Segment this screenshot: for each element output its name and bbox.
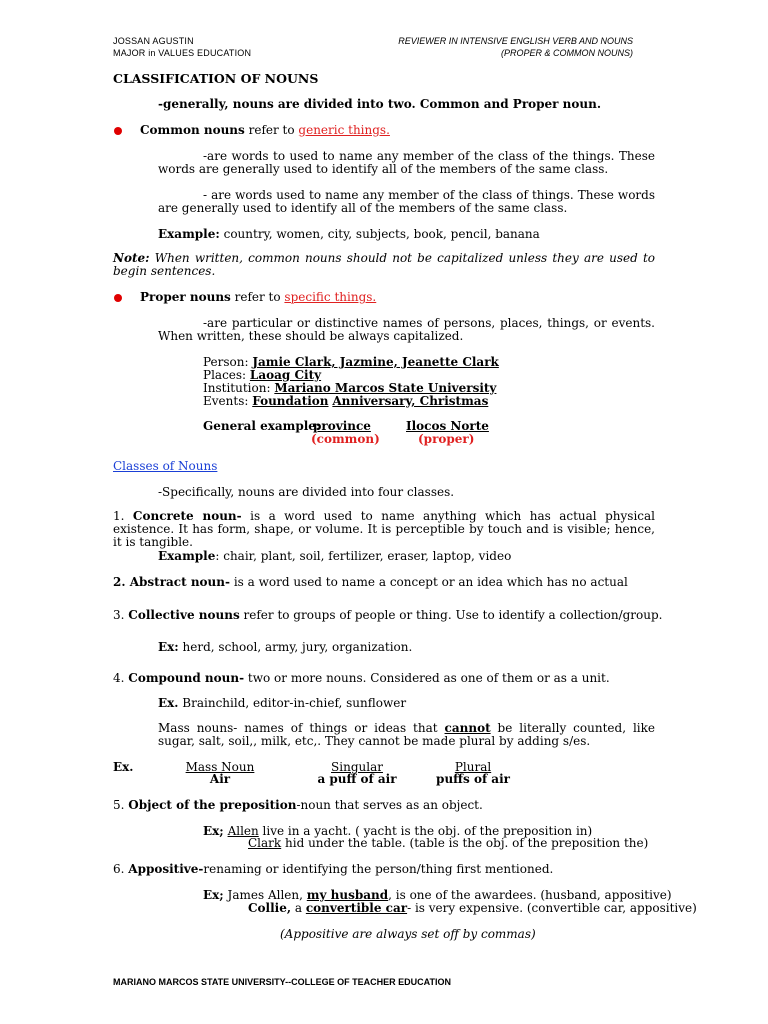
mass-col2-val: a puff of air — [317, 772, 397, 786]
page-title: CLASSIFICATION OF NOUNS — [113, 71, 319, 86]
mass-ex-label: Ex. — [113, 760, 134, 774]
common-def-1: -are words to used to name any member of the class of the things. These words are generally used to identify all of the members of the same class. — [158, 149, 655, 176]
specific-things-link: specific things. — [284, 290, 377, 304]
tag-common: (common) — [311, 432, 380, 446]
note-text: Note: When written, common nouns should not be capitalized unless they are used to begin sentences. — [113, 251, 655, 278]
general-proper-value: Ilocos Norte — [406, 419, 489, 433]
doc-subtitle: (PROPER & COMMON NOUNS) — [500, 48, 633, 58]
appositive: 6. Appositive-renaming or identifying the person/thing first mentioned. — [113, 862, 554, 876]
classes-heading: Classes of Nouns — [113, 459, 218, 473]
mass-col3-head: Plural — [454, 760, 492, 774]
events-line: Events: Foundation Anniversary, Christmas — [203, 394, 489, 408]
compound-noun: 4. Compound noun- two or more nouns. Considered as one of them or as a unit. — [113, 671, 610, 685]
general-example-label: General example: — [203, 419, 321, 433]
tag-proper: (proper) — [418, 432, 475, 446]
appositive-example-1: Ex; James Allen, my husband, is one of the awardees. (husband, appositive) — [203, 888, 672, 902]
object-example-1: Ex; Allen live in a yacht. ( yacht is the obj. of the preposition in) — [203, 824, 593, 838]
collective-example: Ex: herd, school, army, jury, organization. — [158, 640, 413, 654]
institution-line: Institution: Mariano Marcos State University — [203, 381, 497, 395]
proper-def: -are particular or distinctive names of persons, places, things, or events. When written, these should be always capitalized. — [158, 316, 655, 343]
page-footer: MARIANO MARCOS STATE UNIVERSITY--COLLEGE OF TEACHER EDUCATION — [113, 977, 452, 987]
proper-heading: Proper nouns refer to specific things. — [140, 290, 377, 304]
abstract-noun: 2. Abstract noun- is a word used to name a concept or an idea which has no actual — [113, 575, 628, 589]
compound-example: Ex. Brainchild, editor-in-chief, sunflower — [158, 696, 407, 710]
mass-col2-head: Singular — [331, 760, 383, 774]
bullet-icon — [114, 294, 122, 302]
common-example: Example: country, women, city, subjects, book, pencil, banana — [158, 227, 540, 241]
appositive-example-2: Collie, a convertible car- is very expensive. (convertible car, appositive) — [248, 901, 697, 915]
mass-col1-head: Mass Noun — [185, 760, 255, 774]
person-line: Person: Jamie Clark, Jazmine, Jeanette Clark — [203, 355, 499, 369]
mass-nouns-def: Mass nouns- names of things or ideas that cannot be literally counted, like sugar, salt, soil,, milk, etc,. They cannot be made plural by adding s/es. — [158, 721, 655, 748]
common-def-2: - are words used to name any member of the class of things. These words are generally used to identify all of the members of the same class. — [158, 188, 655, 215]
generic-things-link: generic things. — [298, 123, 390, 137]
classes-intro: -Specifically, nouns are divided into four classes. — [158, 485, 455, 499]
intro-text: -generally, nouns are divided into two. Common and Proper noun. — [158, 97, 602, 111]
places-line: Places: Laoag City — [203, 368, 322, 382]
doc-title: REVIEWER IN INTENSIVE ENGLISH VERB AND NOUNS — [398, 36, 633, 46]
appositive-note: (Appositive are always set off by commas) — [280, 927, 536, 941]
concrete-example: Example: chair, plant, soil, fertilizer, eraser, laptop, video — [158, 549, 512, 563]
author-major: MAJOR in VALUES EDUCATION — [113, 48, 252, 58]
common-heading: Common nouns refer to generic things. — [140, 123, 390, 137]
bullet-icon — [114, 127, 122, 135]
author-name: JOSSAN AGUSTIN — [113, 36, 194, 46]
concrete-noun: 1. Concrete noun- is a word used to name anything which has actual physical existence. It has form, shape, or volume. It is perceptible by touch and is visible; hence, it is tangible. — [113, 509, 656, 549]
mass-col3-val: puffs of air — [436, 772, 510, 786]
object-example-2: Clark hid under the table. (table is the obj. of the preposition the) — [248, 836, 649, 850]
object-of-preposition: 5. Object of the preposition-noun that serves as an object. — [113, 798, 483, 812]
general-common-value: province — [313, 419, 371, 433]
mass-col1-val: Air — [209, 772, 231, 786]
collective-noun: 3. Collective nouns refer to groups of people or thing. Use to identify a collection/group. — [113, 608, 663, 622]
